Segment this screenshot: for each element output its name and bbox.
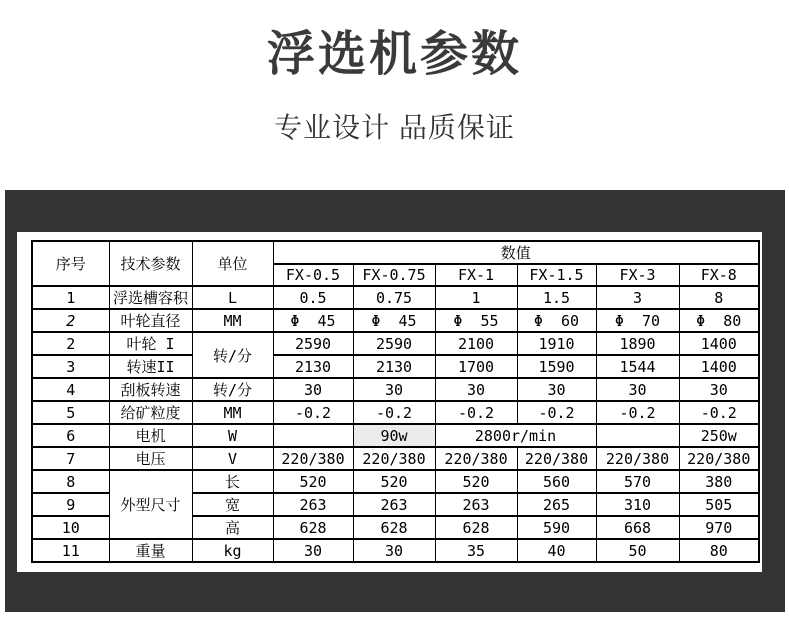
row-no: 10	[32, 516, 109, 539]
cell-value: 220/380	[353, 447, 435, 470]
row-param: 电压	[109, 447, 192, 470]
row-no: 3	[32, 355, 109, 378]
cell-value: 90w	[353, 424, 435, 447]
cell-value: 628	[353, 516, 435, 539]
cell-value: Φ 80	[679, 309, 759, 332]
cell-value: 1890	[596, 332, 679, 355]
page-subtitle: 专业设计 品质保证	[274, 112, 515, 144]
cell-value: 1	[435, 286, 517, 309]
table-row	[32, 286, 759, 309]
cell-value: 30	[353, 539, 435, 562]
cell-value: 220/380	[435, 447, 517, 470]
spec-table	[31, 240, 760, 563]
row-unit: 转/分	[192, 332, 273, 378]
cell-value: 220/380	[517, 447, 596, 470]
row-unit: W	[192, 424, 273, 447]
cell-value: -0.2	[679, 401, 759, 424]
cell-value: 2800r/min	[435, 424, 596, 447]
table-row	[32, 401, 759, 424]
table-row	[32, 309, 759, 332]
cell-value: -0.2	[273, 401, 353, 424]
table-card	[17, 232, 762, 572]
cell-value: 220/380	[596, 447, 679, 470]
model-header: FX-3	[596, 264, 679, 286]
cell-value: 1544	[596, 355, 679, 378]
page-header	[0, 0, 789, 146]
table-row	[32, 539, 759, 562]
cell-value: 220/380	[679, 447, 759, 470]
cell-value: -0.2	[353, 401, 435, 424]
row-unit: 宽	[192, 493, 273, 516]
cell-value: 590	[517, 516, 596, 539]
cell-value: Φ 45	[353, 309, 435, 332]
cell-value	[596, 424, 679, 447]
cell-value: 310	[596, 493, 679, 516]
row-param: 电机	[109, 424, 192, 447]
cell-value: 263	[273, 493, 353, 516]
table-row	[32, 470, 759, 493]
cell-value: 1590	[517, 355, 596, 378]
cell-value: 380	[679, 470, 759, 493]
table-row	[32, 378, 759, 401]
table-row-motor	[32, 424, 759, 447]
row-no: 6	[32, 424, 109, 447]
cell-value: 30	[679, 378, 759, 401]
row-no: 2	[32, 332, 109, 355]
cell-value: 250w	[679, 424, 759, 447]
cell-value: 50	[596, 539, 679, 562]
cell-value: 1.5	[517, 286, 596, 309]
row-unit: 高	[192, 516, 273, 539]
model-header: FX-1	[435, 264, 517, 286]
cell-value: 265	[517, 493, 596, 516]
cell-value: 2130	[273, 355, 353, 378]
row-unit: 转/分	[192, 378, 273, 401]
col-header-values: 数值	[273, 241, 759, 264]
table-row	[32, 355, 759, 378]
col-header-param: 技术参数	[109, 241, 192, 286]
cell-value: Φ 55	[435, 309, 517, 332]
cell-value: 30	[273, 539, 353, 562]
model-header: FX-8	[679, 264, 759, 286]
cell-value: 570	[596, 470, 679, 493]
row-unit: V	[192, 447, 273, 470]
row-no: 2	[32, 309, 109, 332]
cell-value: 220/380	[273, 447, 353, 470]
header-row-1	[32, 241, 759, 264]
cell-value: Φ 45	[273, 309, 353, 332]
cell-value	[273, 424, 353, 447]
cell-value: 668	[596, 516, 679, 539]
row-unit: kg	[192, 539, 273, 562]
cell-value: 505	[679, 493, 759, 516]
cell-value: 263	[435, 493, 517, 516]
cell-value: 520	[353, 470, 435, 493]
cell-value: 3	[596, 286, 679, 309]
cell-value: Φ 70	[596, 309, 679, 332]
model-header: FX-0.5	[273, 264, 353, 286]
table-row	[32, 332, 759, 355]
row-param: 叶轮 I	[109, 332, 192, 355]
cell-value: 30	[353, 378, 435, 401]
row-unit: 长	[192, 470, 273, 493]
row-param: 转速II	[109, 355, 192, 378]
cell-value: 1700	[435, 355, 517, 378]
cell-value: 520	[435, 470, 517, 493]
cell-value: 1910	[517, 332, 596, 355]
row-param: 刮板转速	[109, 378, 192, 401]
table-row	[32, 447, 759, 470]
model-header: FX-0.75	[353, 264, 435, 286]
cell-value: 30	[435, 378, 517, 401]
cell-value: 1400	[679, 332, 759, 355]
cell-value: 2130	[353, 355, 435, 378]
dark-panel	[5, 190, 785, 612]
cell-value: 30	[517, 378, 596, 401]
row-unit: L	[192, 286, 273, 309]
row-unit: MM	[192, 309, 273, 332]
cell-value: 40	[517, 539, 596, 562]
row-param: 外型尺寸	[109, 470, 192, 539]
row-no: 9	[32, 493, 109, 516]
row-no: 1	[32, 286, 109, 309]
page-title: 浮选机参数	[266, 28, 522, 81]
row-param: 叶轮直径	[109, 309, 192, 332]
cell-value: 0.75	[353, 286, 435, 309]
cell-value: 1400	[679, 355, 759, 378]
cell-value: -0.2	[596, 401, 679, 424]
cell-value: 80	[679, 539, 759, 562]
cell-value: 2590	[353, 332, 435, 355]
cell-value: 628	[435, 516, 517, 539]
row-param: 给矿粒度	[109, 401, 192, 424]
col-header-unit: 单位	[192, 241, 273, 286]
cell-value: 263	[353, 493, 435, 516]
cell-value: 30	[273, 378, 353, 401]
cell-value: 2100	[435, 332, 517, 355]
row-unit: MM	[192, 401, 273, 424]
row-no: 7	[32, 447, 109, 470]
cell-value: 970	[679, 516, 759, 539]
row-param: 重量	[109, 539, 192, 562]
cell-value: 560	[517, 470, 596, 493]
cell-value: -0.2	[435, 401, 517, 424]
row-no: 11	[32, 539, 109, 562]
cell-value: 520	[273, 470, 353, 493]
model-header: FX-1.5	[517, 264, 596, 286]
row-no: 8	[32, 470, 109, 493]
col-header-no: 序号	[32, 241, 109, 286]
cell-value: 8	[679, 286, 759, 309]
row-no: 4	[32, 378, 109, 401]
cell-value: 35	[435, 539, 517, 562]
cell-value: 2590	[273, 332, 353, 355]
row-no: 5	[32, 401, 109, 424]
cell-value: -0.2	[517, 401, 596, 424]
cell-value: 30	[596, 378, 679, 401]
cell-value: 0.5	[273, 286, 353, 309]
cell-value: Φ 60	[517, 309, 596, 332]
cell-value: 628	[273, 516, 353, 539]
row-param: 浮选槽容积	[109, 286, 192, 309]
